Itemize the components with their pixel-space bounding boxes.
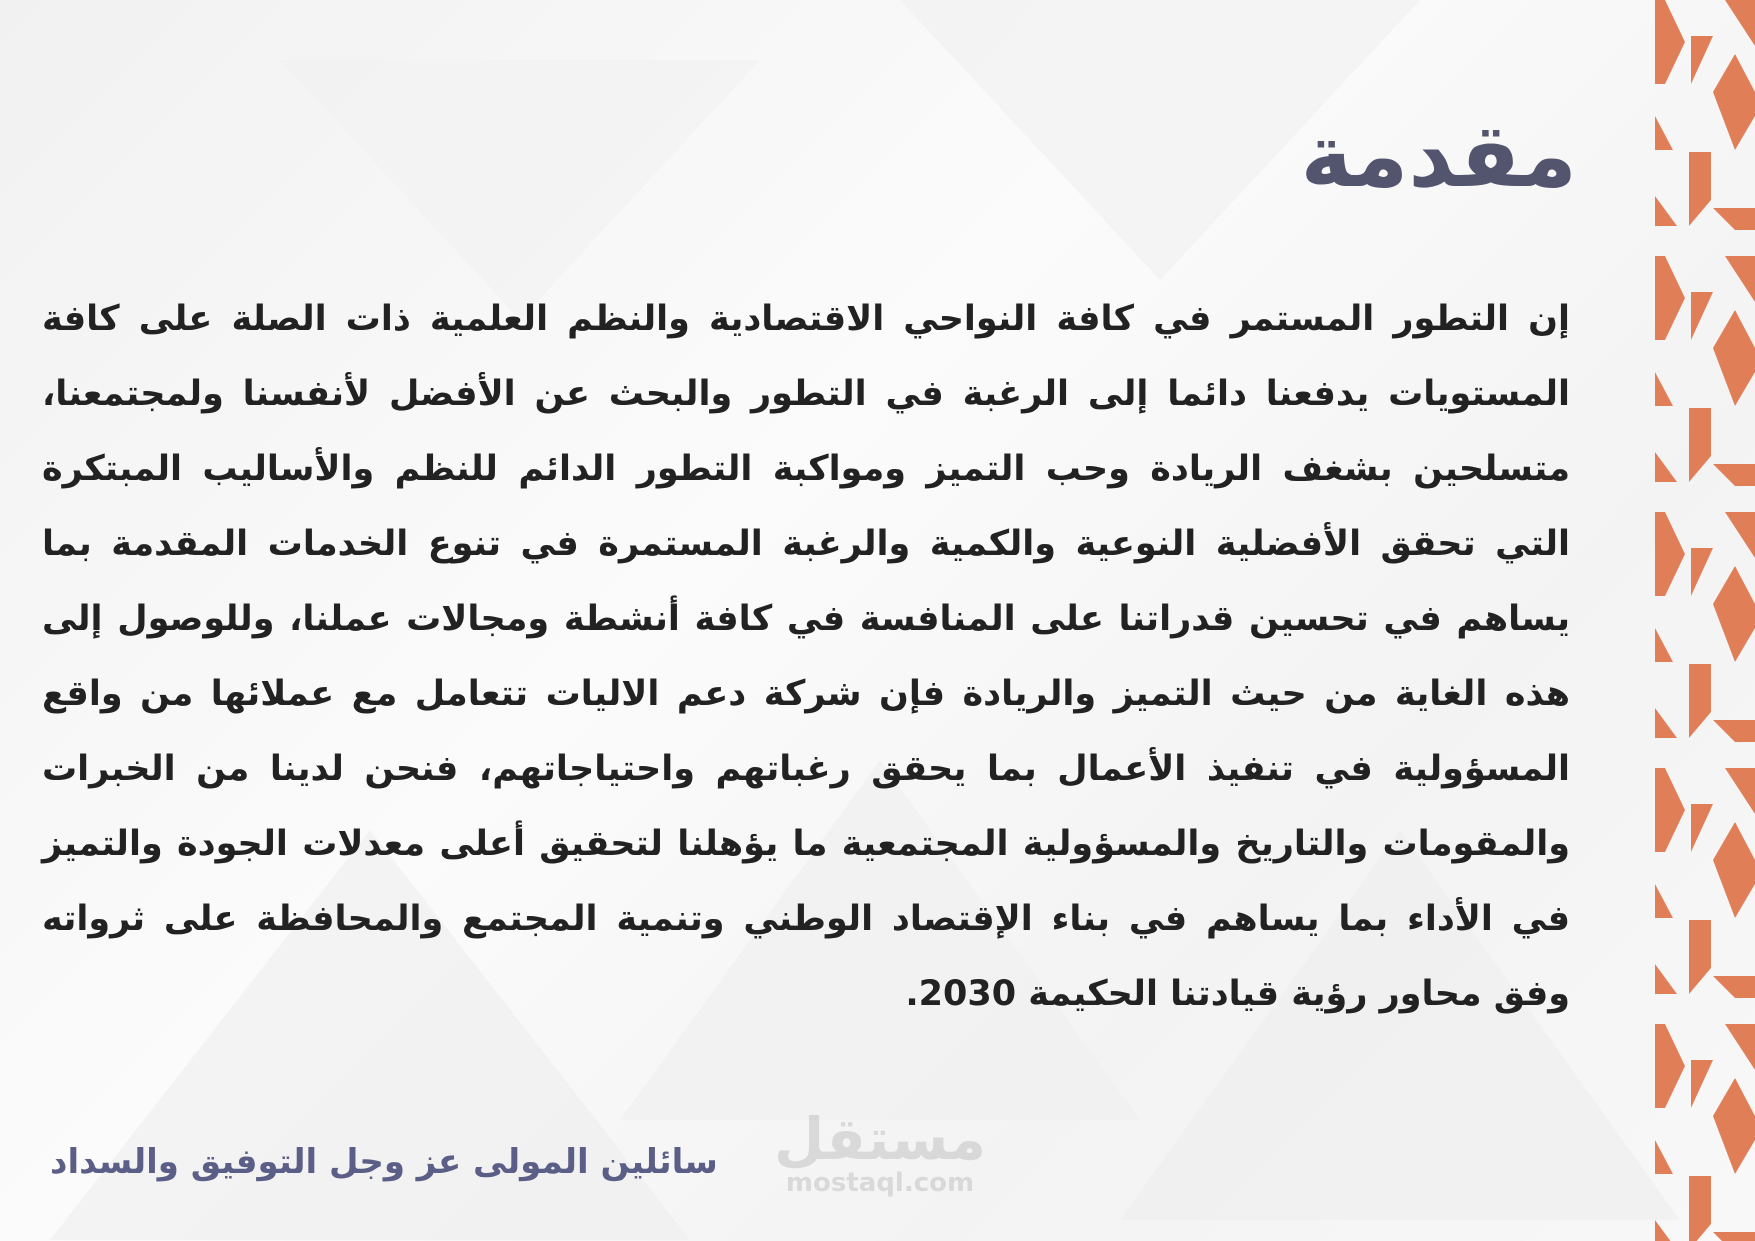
pattern-motif [1655,768,1755,998]
watermark-logo [770,1105,990,1218]
pattern-motif [1655,256,1755,486]
closing-line: سائلين المولى عز وجل التوفيق والسداد [50,1142,718,1182]
pattern-motif [1655,1024,1755,1241]
pattern-motif [1655,512,1755,742]
watermark-arabic-text: مستقل [773,1105,987,1173]
watermark-latin-text: mostaql.com [785,1168,975,1198]
background-triangle [280,60,760,320]
document-title: مقدمة [1300,104,1577,207]
pattern-motif [1655,0,1755,230]
body-paragraph: إن التطور المستمر في كافة النواحي الاقتصادية والنظم العلمية ذات الصلة على كافة المستويات يدفعنا دائما إلى الرغبة في التطور والبحث عن الأفضل لأنفسنا ولمجتمعنا، متسلحين بشغف الريادة وحب التميز ومواكبة التطور الدائم للنظم والأساليب المبتكرة التي تحقق الأفضلية النوعية والكمية والرغبة المستمرة في تنوع الخدمات المقدمة بما يساهم في تحسين قدراتنا على المنافسة في كافة أنشطة ومجالات عملنا، وللوصول إلى هذه الغاية من حيث التميز والريادة فإن شركة دعم الاليات تتعامل مع عملائها من واقع المسؤولية في تنفيذ الأعمال بما يحقق رغباتهم واحتياجاتهم، فنحن لدينا من الخبرات والمقومات والتاريخ والمسؤولية المجتمعية ما يؤهلنا لتحقيق أعلى معدلات الجودة والتميز في الأداء بما يساهم في بناء الإقتصاد الوطني وتنمية المجتمع والمحافظة على ثرواته وفق محاور رؤية قيادتنا الحكيمة 2030. [42,299,1570,1014]
decorative-pattern [1655,0,1755,1241]
